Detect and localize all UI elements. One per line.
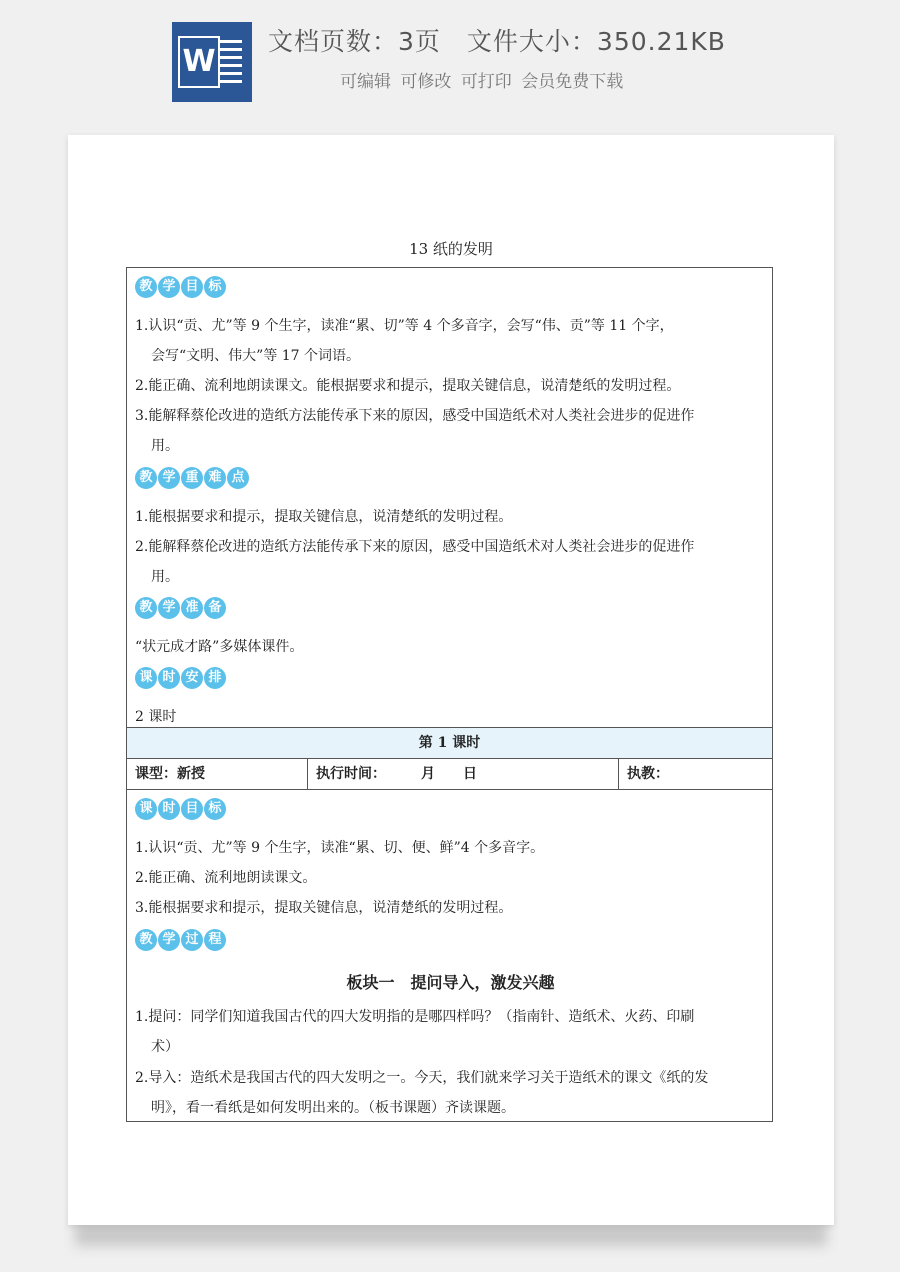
goal-line: 用。 [151,438,179,454]
lesson-overview-box [126,267,773,728]
heading-key-difficult-points: 教 学 重 难 点 [135,467,249,489]
goal-line: 会写“文明、伟大”等 17 个词语。 [151,348,361,364]
goal-line: 1.认识“贡、尤”等 9 个生字，读准“累、切”等 4 个多音字，会写“伟、贡”等 11 个字， [135,318,674,334]
document-stats-title: 文档页数：3页 文件大小：350.21KB [268,27,726,56]
preparation-line: “状元成才路”多媒体课件。 [135,639,304,655]
heading-teaching-goals: 教 学 目 标 [135,276,226,298]
key-point-line: 用。 [151,569,179,585]
document-info-header [0,0,900,120]
period-goal-line: 3.能根据要求和提示，提取关键信息，说清楚纸的发明过程。 [135,900,513,916]
lesson-type-cell: 课型：新授 [127,759,308,789]
period-goal-line: 2.能正确、流利地朗读课文。 [135,870,317,886]
word-document-icon: W [172,22,252,102]
period-goal-line: 1.认识“贡、尤”等 9 个生字，读准“累、切、便、鲜”4 个多音字。 [135,840,545,856]
heading-period-goals: 课 时 目 标 [135,798,226,820]
key-point-line: 1.能根据要求和提示，提取关键信息，说清楚纸的发明过程。 [135,509,513,525]
key-point-line: 2.能解释蔡伦改进的造纸方法能传承下来的原因，感受中国造纸术对人类社会进步的促进作 [135,539,695,555]
heading-class-schedule: 课 时 安 排 [135,667,226,689]
schedule-line: 2 课时 [135,709,177,725]
goal-line: 2.能正确、流利地朗读课文。能根据要求和提示，提取关键信息，说清楚纸的发明过程。 [135,378,681,394]
document-features-subtitle: 可编辑 可修改 可打印 会员免费下载 [340,72,624,92]
teacher-cell: 执教： [627,766,669,782]
execution-time-cell: 执行时间： 月 日 [308,759,619,789]
process-line: 明》，看一看纸是如何发明出来的。（板书课题）齐读课题。 [151,1100,515,1116]
lesson-info-row [126,759,773,790]
block-title: 板块一 提问导入，激发兴趣 [346,973,555,992]
heading-teaching-preparation: 教 学 准 备 [135,597,226,619]
process-line: 2.导入：造纸术是我国古代的四大发明之一。今天，我们就来学习关于造纸术的课文《纸的发 [135,1070,709,1086]
document-page [68,135,834,1225]
process-line: 术） [151,1039,179,1055]
heading-teaching-process: 教 学 过 程 [135,929,226,951]
lesson-detail-box [126,790,773,1122]
process-line: 1.提问：同学们知道我国古代的四大发明指的是哪四样吗？（指南针、造纸术、火药、印刷 [135,1009,695,1025]
goal-line: 3.能解释蔡伦改进的造纸方法能传承下来的原因，感受中国造纸术对人类社会进步的促进作 [135,408,695,424]
lesson-title: 13 纸的发明 [409,240,493,258]
period-band: 第 1 课时 [126,728,773,759]
